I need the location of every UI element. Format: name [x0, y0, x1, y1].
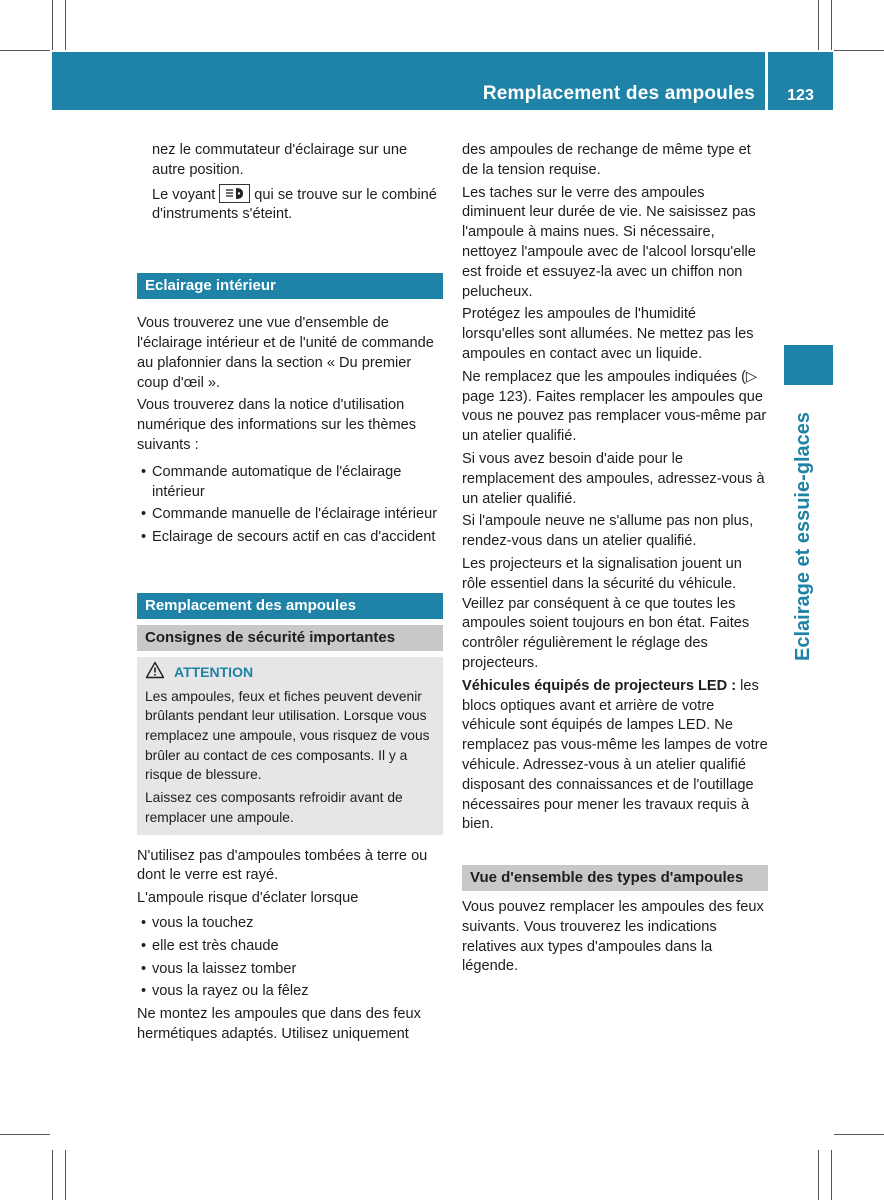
right-column [462, 141, 768, 980]
right-paragraph-5: Si vous avez besoin d'aide pour le remplacement des ampoules, adressez-vous à un atelier qualifié. [462, 450, 765, 507]
right-paragraph-8 [462, 677, 768, 835]
eclairage-paragraph-2: Vous trouverez dans la notice d'utilisation numérique des informations sur les thèmes suivants : [137, 397, 417, 453]
crop-mark [52, 0, 53, 50]
eclairage-paragraph-1: Vous trouverez une vue d'ensemble de l'éclairage intérieur et de l'unité de commande au plafonnier dans la section « Du premier coup d'œil ». [137, 315, 434, 391]
chapter-side-label: Eclairage et essuie-glaces [792, 411, 814, 661]
crop-mark [0, 1134, 50, 1135]
led-vehicles-text: les blocs optiques avant et arrière de votre véhicule sont équipés de lampes LED. Ne remplacez pas vous-même les lampes de votre véhicule. Adressez-vous à un atelier qualifié disposant des connaissances et de l'outillage nécessaires pour mener les travaux requis à bien. [462, 677, 768, 833]
crop-mark [834, 1134, 884, 1135]
warning-title: ATTENTION [174, 663, 254, 680]
intro-paragraph-2 [152, 184, 443, 226]
types-paragraph-1: Vous pouvez remplacer les ampoules des feux suivants. Vous trouverez les indications relatives aux types d'ampoules dans la légende. [462, 899, 764, 975]
intro-paragraph-1: nez le commutateur d'éclairage sur une autre position. [152, 142, 408, 178]
eclairage-bullet-list [137, 463, 443, 548]
right-paragraph-6: Si l'ampoule neuve ne s'allume pas non plus, rendez-vous dans un atelier qualifié. [462, 513, 754, 550]
heading-remplacement-ampoules: Remplacement des ampoules [137, 593, 443, 619]
right-paragraph-1: des ampoules de rechange de même type et de la tension requise. [462, 142, 751, 178]
crop-mark [65, 0, 66, 50]
crop-mark [831, 0, 832, 50]
warning-paragraph-2: Laissez ces composants refroidir avant de remplacer une ampoule. [145, 790, 403, 825]
page-header [52, 52, 833, 110]
list-item: • Eclairage de secours actif en cas d'accident [137, 528, 443, 548]
list-item: • vous la rayez ou la fêlez [137, 982, 443, 1002]
list-item: • vous la laissez tomber [137, 960, 443, 980]
crop-mark [0, 50, 50, 51]
warning-paragraph-1: Les ampoules, feux et fiches peuvent devenir brûlants pendant leur utilisation. Lorsque vous remplacez une ampoule, vous risquez de vous brûler au contact de ces composants. Il y a risque de blessure. [145, 688, 430, 783]
right-paragraph-3: Protégez les ampoules de l'humidité lorsqu'elles sont allumées. Ne mettez pas les ampoules en contact avec un liquide. [462, 306, 754, 362]
subheading-consignes-securite: Consignes de sécurité importantes [137, 625, 443, 651]
crop-mark [818, 0, 819, 50]
led-vehicles-label: Véhicules équipés de projecteurs LED : [462, 677, 737, 694]
warning-triangle-icon [145, 661, 174, 685]
page-number: 123 [787, 87, 814, 104]
list-item: • vous la touchez [137, 914, 443, 934]
warning-box [137, 657, 443, 835]
dashboard-light-icon [219, 184, 250, 203]
crop-mark [831, 1150, 832, 1200]
right-paragraph-7: Les projecteurs et la signalisation jouent un rôle essentiel dans la sécurité du véhicule. Veillez par conséquent à ce que toutes les ampoules soient toujours en bon état. Faites contrôler régulièrement le réglage des projecteurs. [462, 555, 750, 671]
remplacement-bullet-list [137, 914, 443, 1002]
crop-mark [52, 1150, 53, 1200]
remplacement-paragraph-1: N'utilisez pas d'ampoules tombées à terre ou dont le verre est rayé. [137, 847, 428, 884]
right-paragraph-2: Les taches sur le verre des ampoules diminuent leur durée de vie. Ne saisissez pas l'ampoule à mains nues. Si nécessaire, nettoyez l'ampoule avec de l'alcool lorsqu'elle est froide et essuyez-la avec un chiffon non pelucheux. [462, 184, 756, 300]
warning-header [145, 661, 435, 685]
intro-p2-before: Le voyant [152, 186, 216, 203]
header-title: Remplacement des ampoules [482, 83, 755, 104]
chapter-tab-marker [784, 345, 833, 385]
remplacement-paragraph-2: L'ampoule risque d'éclater lorsque [137, 890, 359, 907]
list-item: • Commande manuelle de l'éclairage intérieur [137, 505, 443, 525]
list-item: • elle est très chaude [137, 937, 443, 957]
list-item: • Commande automatique de l'éclairage intérieur [137, 463, 443, 503]
heading-eclairage-interieur: Eclairage intérieur [137, 273, 443, 299]
left-column [137, 141, 443, 1048]
intro-p2-after: qui se trouve sur le combiné d'instruments s'éteint. [152, 186, 437, 223]
crop-mark [834, 50, 884, 51]
crop-mark [65, 1150, 66, 1200]
remplacement-paragraph-3: Ne montez les ampoules que dans des feux hermétiques adaptés. Utilisez uniquement [137, 1006, 421, 1042]
crop-mark [818, 1150, 819, 1200]
heading-vue-ensemble-types: Vue d'ensemble des types d'ampoules [462, 865, 768, 891]
right-paragraph-4: Ne remplacez que les ampoules indiquées (▷ page 123). Faites remplacer les ampoules que vous ne pouvez pas remplacer vous-même par un atelier qualifié. [462, 368, 767, 445]
